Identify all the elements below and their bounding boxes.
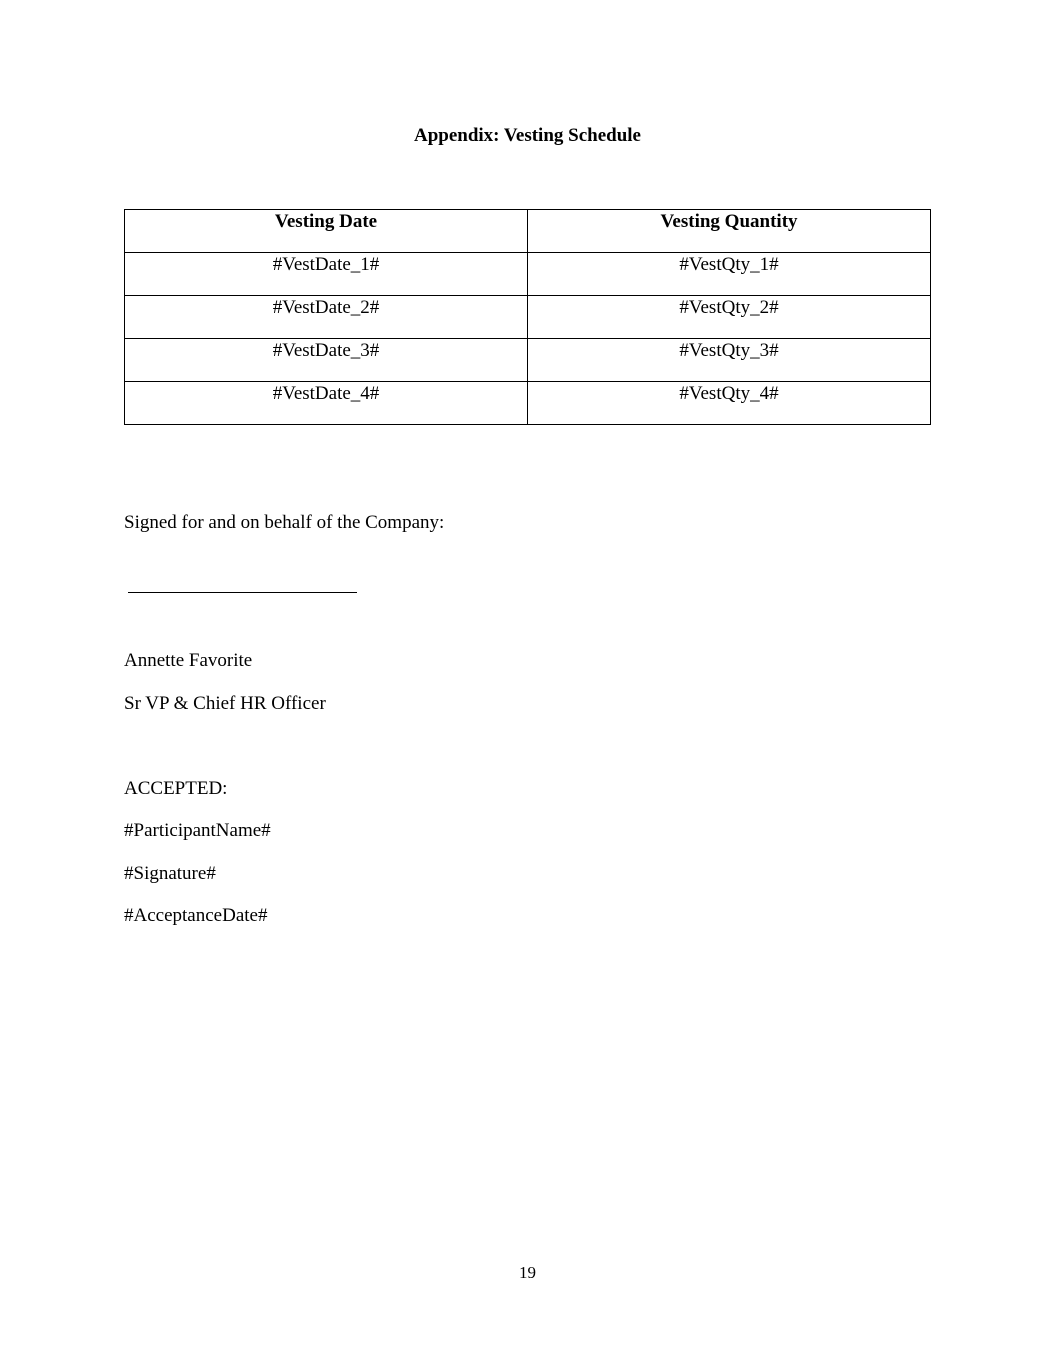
vesting-date-cell: #VestDate_2# <box>125 296 528 339</box>
vesting-date-cell: #VestDate_3# <box>125 339 528 382</box>
vesting-quantity-cell: #VestQty_2# <box>528 296 931 339</box>
vesting-quantity-cell: #VestQty_4# <box>528 382 931 425</box>
table-row <box>125 339 931 382</box>
table-row <box>125 382 931 425</box>
accepted-label: ACCEPTED: <box>124 778 228 799</box>
signature-line <box>128 592 357 593</box>
table-row <box>125 296 931 339</box>
signatory-title: Sr VP & Chief HR Officer <box>124 693 326 714</box>
table-row <box>125 253 931 296</box>
participant-name-placeholder: #ParticipantName# <box>124 820 271 841</box>
vesting-date-cell: #VestDate_4# <box>125 382 528 425</box>
column-header-vesting-date: Vesting Date <box>125 210 528 253</box>
table-header-row <box>125 210 931 253</box>
page-number: 19 <box>519 1263 536 1282</box>
signature-placeholder: #Signature# <box>124 863 216 884</box>
column-header-vesting-quantity: Vesting Quantity <box>528 210 931 253</box>
vesting-date-cell: #VestDate_1# <box>125 253 528 296</box>
page-title: Appendix: Vesting Schedule <box>413 125 641 146</box>
vesting-quantity-cell: #VestQty_3# <box>528 339 931 382</box>
vesting-schedule-table <box>124 209 931 425</box>
acceptance-date-placeholder: #AcceptanceDate# <box>124 905 268 926</box>
signatory-name: Annette Favorite <box>124 650 253 671</box>
signed-for-company-text: Signed for and on behalf of the Company: <box>124 512 445 533</box>
vesting-quantity-cell: #VestQty_1# <box>528 253 931 296</box>
